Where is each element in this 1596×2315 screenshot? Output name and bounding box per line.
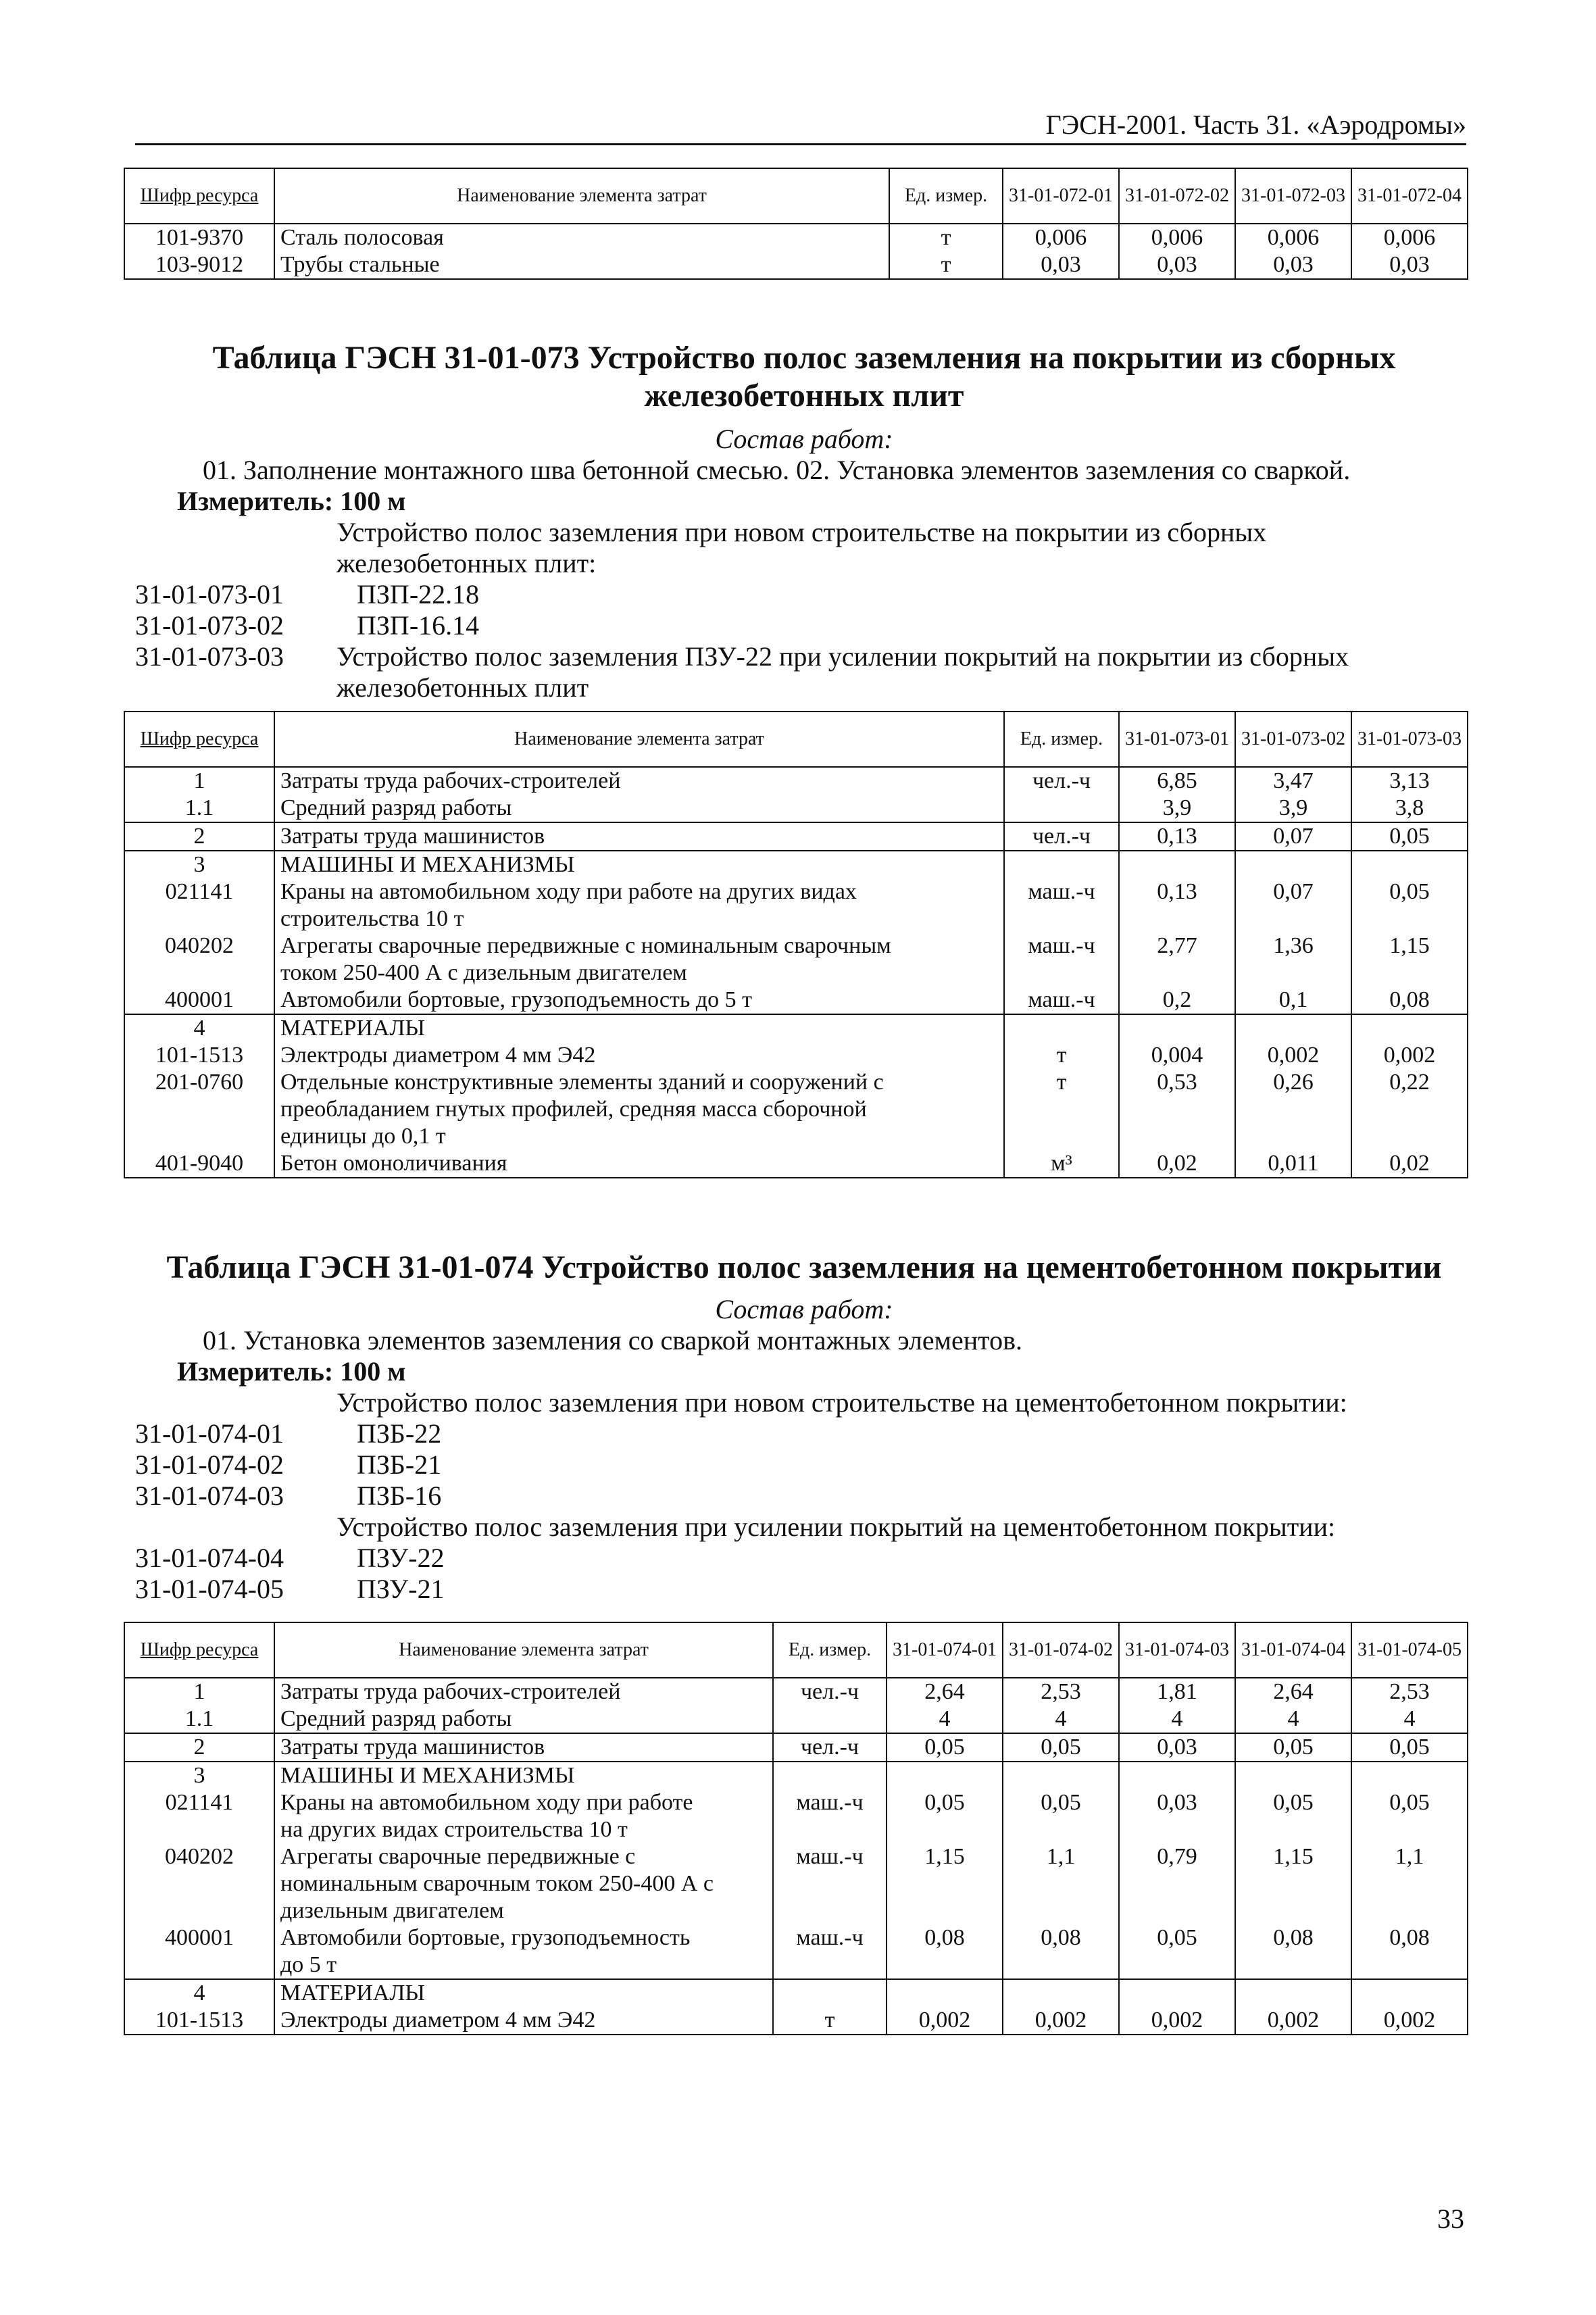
col-header-074-02: 31-01-074-02 [1003,1622,1119,1678]
meter-073: Измеритель: 100 м [177,486,406,516]
table-row: 101-1513 Электроды диаметром 4 мм Э42 т 0,004 0,002 0,002 [124,1042,1468,1069]
table-section-row: 4 МАТЕРИАЛЫ [124,1979,1468,2007]
table-section-row: 3 МАШИНЫ И МЕХАНИЗМЫ [124,851,1468,878]
table-073-title-line2: железобетонных плит [644,378,964,414]
col-header-073-02: 31-01-073-02 [1235,712,1351,767]
item-text-074-02: ПЗБ-21 [357,1449,442,1480]
table-section-row: 4 МАТЕРИАЛЫ [124,1014,1468,1042]
intro-073-line1: Устройство полос заземления при новом строительстве на покрытии из сборных [336,517,1267,547]
table-row: 021141 Краны на автомобильном ходу при работе на других видах строительства 10 т маш.-ч 0,05 0,05 0,03 0,05 0,05 [124,1789,1468,1843]
col-header-name: Наименование элемента затрат [274,1622,773,1678]
intro-073-line2: железобетонных плит: [336,548,597,578]
table-row: 101-9370 Сталь полосовая т 0,006 0,006 0,006 0,006 [124,224,1468,251]
intro-074-new: Устройство полос заземления при новом строительстве на цементобетонном покрытии: [336,1387,1347,1418]
col-header-name: Наименование элемента затрат [274,168,889,224]
table-row: 103-9012 Трубы стальные т 0,03 0,03 0,03 0,03 [124,251,1468,279]
table-row: 400001 Автомобили бортовые, грузоподъемность до 5 т маш.-ч 0,2 0,1 0,08 [124,987,1468,1014]
table-row: 2 Затраты труда машинистов чел.-ч 0,13 0,07 0,05 [124,822,1468,851]
table-header-row [124,712,1468,767]
table-row: 021141 Краны на автомобильном ходу при работе на других видах строительства 10 т маш.-ч 0,13 0,07 0,05 [124,878,1468,932]
composition-074: 01. Установка элементов заземления со сваркой монтажных элементов. [203,1325,1022,1355]
composition-label-074: Состав работ: [715,1294,893,1324]
item-code-073-01: 31-01-073-01 [135,579,284,609]
table-072 [124,168,1468,280]
item-code-073-02: 31-01-073-02 [135,610,284,641]
table-row: 1 Затраты труда рабочих-строителей чел.-ч 2,64 2,53 1,81 2,64 2,53 [124,1678,1468,1706]
item-code-074-05: 31-01-074-05 [135,1574,284,1604]
col-header-code: Шифр ресурса [124,712,274,767]
col-header-072-04: 31-01-072-04 [1351,168,1468,224]
table-073-title-line1: Таблица ГЭСН 31-01-073 Устройство полос заземления на покрытии из сборных [212,340,1396,376]
col-header-unit: Ед. измер. [889,168,1003,224]
item-code-074-02: 31-01-074-02 [135,1449,284,1480]
table-row: 101-1513 Электроды диаметром 4 мм Э42 т 0,002 0,002 0,002 0,002 0,002 [124,2007,1468,2035]
table-row: 040202 Агрегаты сварочные передвижные с номинальным сварочным током 250-400 А с дизельным двигателем маш.-ч 2,77 1,36 1,15 [124,932,1468,987]
item-text-073-02: ПЗП-16.14 [357,610,480,641]
col-header-074-01: 31-01-074-01 [887,1622,1003,1678]
item-text-073-03-cont: железобетонных плит [336,672,589,703]
table-row: 1 Затраты труда рабочих-строителей чел.-ч 6,85 3,47 3,13 [124,767,1468,795]
item-text-073-03: Устройство полос заземления ПЗУ-22 при усилении покрытий на покрытии из сборных [336,641,1349,672]
item-text-074-03: ПЗБ-16 [357,1480,442,1511]
table-073 [124,711,1468,1178]
table-row: 040202 Агрегаты сварочные передвижные с номинальным сварочным током 250-400 А с дизельным двигателем маш.-ч 1,15 1,1 0,79 1,15 1,1 [124,1843,1468,1924]
item-code-074-01: 31-01-074-01 [135,1418,284,1449]
col-header-072-01: 31-01-072-01 [1003,168,1119,224]
composition-label-073: Состав работ: [715,424,893,454]
col-header-name: Наименование элемента затрат [274,712,1004,767]
item-text-073-01: ПЗП-22.18 [357,579,480,609]
table-row: 1.1 Средний разряд работы 4 4 4 4 4 [124,1706,1468,1733]
item-code-073-03: 31-01-073-03 [135,641,284,672]
col-header-074-05: 31-01-074-05 [1351,1622,1468,1678]
table-section-row: 3 МАШИНЫ И МЕХАНИЗМЫ [124,1762,1468,1789]
col-header-code: Шифр ресурса [124,168,274,224]
col-header-unit: Ед. измер. [1004,712,1119,767]
col-header-073-01: 31-01-073-01 [1119,712,1235,767]
table-row: 401-9040 Бетон омоноличивания м³ 0,02 0,011 0,02 [124,1150,1468,1178]
item-code-074-03: 31-01-074-03 [135,1480,284,1511]
composition-073: 01. Заполнение монтажного шва бетонной смесью. 02. Установка элементов заземления со сваркой. [203,455,1351,485]
table-header-row [124,168,1468,224]
page-number: 33 [1437,2204,1464,2234]
table-header-row [124,1622,1468,1678]
running-head: ГЭСН-2001. Часть 31. «Аэродромы» [1045,109,1466,140]
intro-074-reinforce: Устройство полос заземления при усилении покрытий на цементобетонном покрытии: [336,1512,1336,1542]
col-header-code: Шифр ресурса [124,1622,274,1678]
table-row: 2 Затраты труда машинистов чел.-ч 0,05 0,05 0,03 0,05 0,05 [124,1733,1468,1762]
col-header-072-02: 31-01-072-02 [1119,168,1235,224]
meter-074: Измеритель: 100 м [177,1356,406,1387]
col-header-072-03: 31-01-072-03 [1235,168,1351,224]
table-row: 400001 Автомобили бортовые, грузоподъемность до 5 т маш.-ч 0,08 0,08 0,05 0,08 0,08 [124,1924,1468,1979]
table-074 [124,1622,1468,2035]
table-row: 1.1 Средний разряд работы 3,9 3,9 3,8 [124,795,1468,822]
item-text-074-01: ПЗБ-22 [357,1418,442,1449]
item-text-074-04: ПЗУ-22 [357,1543,445,1573]
table-row: 201-0760 Отдельные конструктивные элементы зданий и сооружений с преобладанием гнутых профилей, средняя масса сборочной единицы до 0,1 т т 0,53 0,26 0,22 [124,1069,1468,1150]
header-rule [135,143,1466,145]
col-header-074-04: 31-01-074-04 [1235,1622,1351,1678]
table-074-title: Таблица ГЭСН 31-01-074 Устройство полос заземления на цементобетонном покрытии [166,1249,1442,1285]
item-text-074-05: ПЗУ-21 [357,1574,445,1604]
item-code-074-04: 31-01-074-04 [135,1543,284,1573]
col-header-074-03: 31-01-074-03 [1119,1622,1235,1678]
col-header-073-03: 31-01-073-03 [1351,712,1468,767]
col-header-unit: Ед. измер. [773,1622,887,1678]
